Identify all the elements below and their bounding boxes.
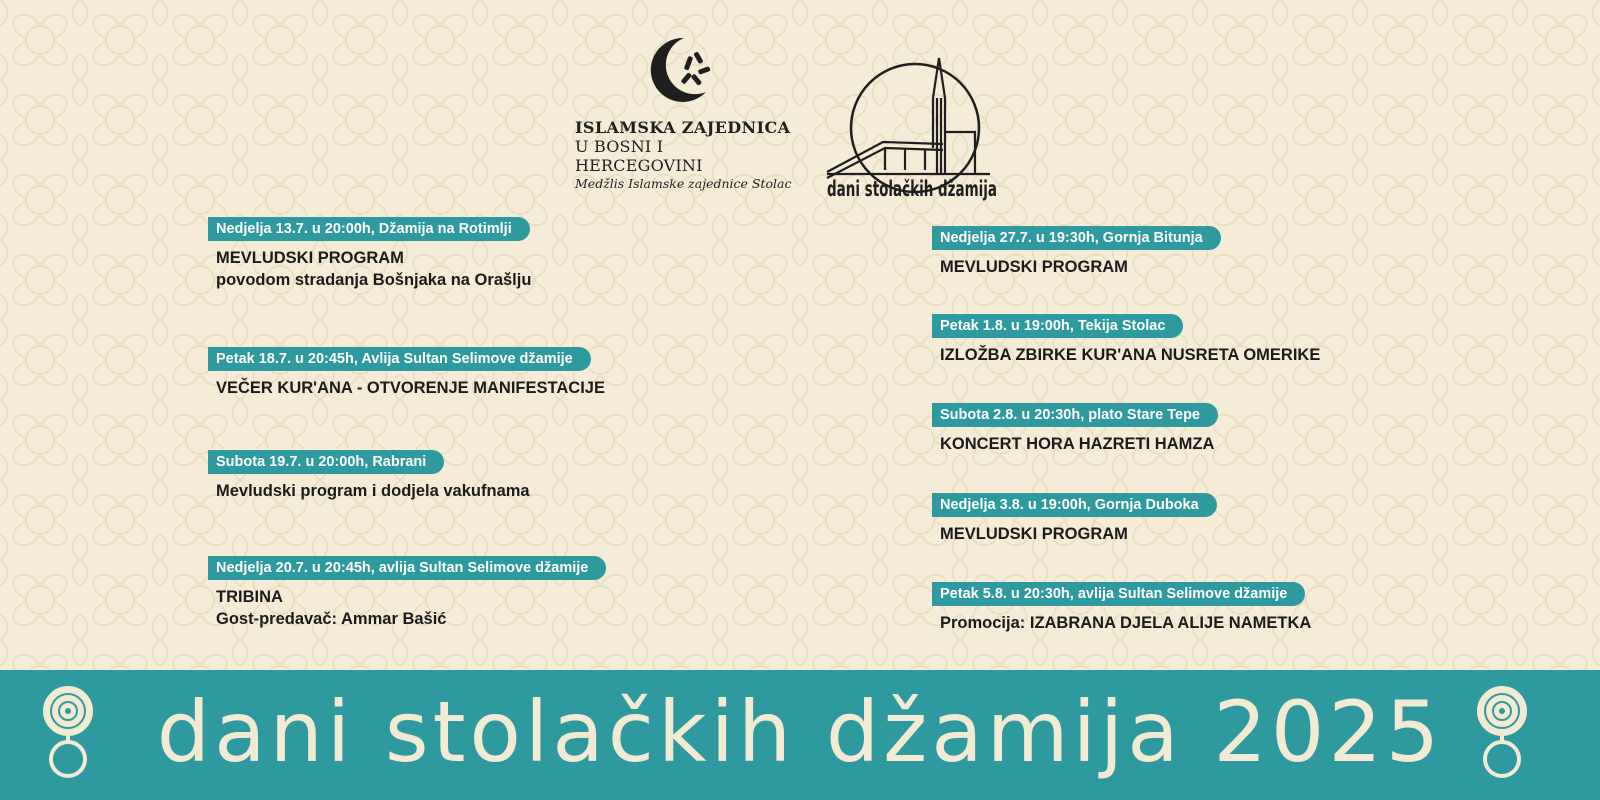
event-item	[208, 347, 605, 399]
organization-line3: Medžlis Islamske zajednice Stolac	[575, 176, 792, 191]
event-date-badge: Subota 2.8. u 20:30h, plato Stare Tepe	[932, 403, 1218, 427]
event-date-badge: Petak 5.8. u 20:30h, avlija Sultan Selimove džamije	[932, 582, 1305, 606]
organization-name	[575, 118, 795, 192]
event-item	[932, 314, 1320, 366]
event-date-badge: Nedjelja 13.7. u 20:00h, Džamija na Rotimlji	[208, 217, 530, 241]
event-title: MEVLUDSKI PROGRAM	[216, 249, 404, 267]
crescent-star-icon	[640, 30, 720, 110]
event-date-badge: Subota 19.7. u 20:00h, Rabrani	[208, 450, 444, 474]
event-title: MEVLUDSKI PROGRAM	[940, 258, 1128, 276]
event-title: Mevludski program i dodjela vakufnama	[216, 482, 530, 500]
event-date-badge: Petak 18.7. u 20:45h, Avlija Sultan Selimove džamije	[208, 347, 591, 371]
islamic-community-logo	[570, 28, 792, 191]
door-knocker-right-icon	[1472, 685, 1532, 780]
banner-title: dani stolačkih džamija 2025	[156, 683, 1444, 781]
event-title: IZLOŽBA ZBIRKE KUR'ANA NUSRETA OMERIKE	[940, 346, 1321, 364]
event-item	[932, 582, 1311, 634]
event-title: KONCERT HORA HAZRETI HAMZA	[940, 435, 1215, 453]
event-title: TRIBINA	[216, 588, 283, 606]
organization-line1: ISLAMSKA ZAJEDNICA	[575, 118, 791, 137]
event-item	[932, 493, 1217, 545]
event-date-badge: Nedjelja 20.7. u 20:45h, avlija Sultan Selimove džamije	[208, 556, 606, 580]
event-date-badge: Nedjelja 27.7. u 19:30h, Gornja Bitunja	[932, 226, 1221, 250]
header-logos	[570, 28, 1010, 201]
door-knocker-left-icon	[38, 685, 98, 780]
event-subtitle: Gost-predavač: Ammar Bašić	[216, 610, 447, 628]
event-item	[208, 556, 606, 630]
festival-logo-text: dani stolačkih džamija	[827, 177, 997, 201]
event-item	[932, 403, 1218, 455]
organization-line2: U BOSNI I HERCEGOVINI	[575, 137, 703, 175]
event-date-badge: Petak 1.8. u 19:00h, Tekija Stolac	[932, 314, 1183, 338]
event-item	[208, 217, 531, 291]
event-title: MEVLUDSKI PROGRAM	[940, 525, 1128, 543]
event-item	[208, 450, 530, 502]
event-title: VEČER KUR'ANA - OTVORENJE MANIFESTACIJE	[216, 379, 605, 397]
festival-logo	[825, 50, 1005, 210]
event-title: Promocija: IZABRANA DJELA ALIJE NAMETKA	[940, 614, 1312, 632]
event-date-badge: Nedjelja 3.8. u 19:00h, Gornja Duboka	[932, 493, 1217, 517]
event-subtitle: povodom stradanja Bošnjaka na Orašlju	[216, 271, 532, 289]
event-item	[932, 226, 1221, 278]
